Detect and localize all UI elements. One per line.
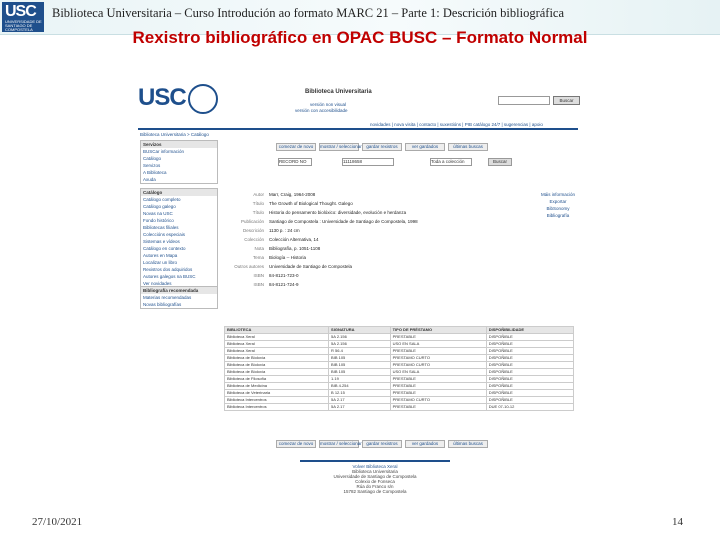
sidebar-item[interactable]: A Biblioteca bbox=[143, 170, 167, 175]
record-label: ISBN bbox=[253, 273, 264, 278]
search-term-input[interactable]: 11118658 bbox=[342, 158, 394, 166]
opac-search-input[interactable] bbox=[498, 96, 550, 105]
record-label: Autor bbox=[253, 192, 264, 197]
table-cell: DISPOÑIBLE bbox=[486, 369, 573, 376]
tab-save[interactable]: gardar rexistros bbox=[362, 143, 402, 151]
collection-select[interactable]: Toda a colección bbox=[430, 158, 472, 166]
table-cell: PRESTAMO CURTO bbox=[390, 397, 486, 404]
table-cell: USO EN SALA bbox=[390, 369, 486, 376]
opac-breadcrumb[interactable]: Biblioteca Universitaria > Catálogo bbox=[140, 132, 209, 137]
record-row bbox=[220, 246, 540, 255]
table-cell: Biblioteca Intercentros bbox=[225, 404, 329, 411]
table-row bbox=[225, 376, 574, 383]
sidebar-item[interactable]: Sistemas e vídeos bbox=[143, 239, 180, 244]
export-link[interactable]: Exportar bbox=[549, 199, 567, 204]
sidebar-item[interactable]: Catálogo bbox=[143, 156, 162, 161]
table-cell: 5A 2.156 bbox=[329, 334, 391, 341]
record-value[interactable]: Universidade de Santiago de Compostela bbox=[269, 264, 353, 269]
opac-library-name: Biblioteca Universitaria bbox=[305, 89, 372, 95]
record-label: Título bbox=[252, 210, 264, 215]
table-cell: DISPOÑIBLE bbox=[486, 397, 573, 404]
record-side-links bbox=[540, 192, 576, 220]
record-label: Colección bbox=[244, 237, 264, 242]
opac-logo: USC bbox=[138, 84, 186, 111]
tab-history[interactable]: últimas buscas bbox=[448, 143, 488, 151]
footer-line: Colexio de Fonseca bbox=[355, 479, 395, 484]
footer-divider bbox=[300, 460, 450, 462]
tab-show[interactable]: mostrar / seleccionar bbox=[320, 144, 362, 149]
record-row bbox=[220, 255, 540, 264]
sidebar-item[interactable]: Rexistros dos adquiridos bbox=[143, 267, 193, 272]
sidebar-item[interactable]: Catálogo galego bbox=[143, 204, 176, 209]
table-cell: DUE 07-10-12 bbox=[486, 404, 573, 411]
sidebar-item[interactable]: Bibliotecas filiales bbox=[143, 225, 179, 230]
record-value: 84-8121-724-9 bbox=[269, 282, 299, 287]
slide-title: Rexistro bibliográfico en OPAC BUSC – Formato Normal bbox=[132, 28, 588, 47]
search-type-select[interactable]: RECORD NO bbox=[278, 158, 312, 166]
opac-search-button[interactable]: Buscar bbox=[553, 96, 580, 105]
table-cell: Biblioteca de Veterinaria bbox=[225, 390, 329, 397]
sidebar-header: Servizos bbox=[141, 141, 217, 148]
tab-restart-bottom[interactable]: comezar de novo bbox=[276, 440, 316, 448]
table-cell: BIB 105 bbox=[329, 355, 391, 362]
record-label: Título bbox=[252, 201, 264, 206]
record-row bbox=[220, 210, 540, 219]
table-cell: Biblioteca Xeral bbox=[225, 341, 329, 348]
record-label: Outros autores bbox=[234, 264, 264, 269]
record-row bbox=[220, 264, 540, 273]
more-info-link[interactable]: Máis información bbox=[540, 192, 575, 197]
table-cell: Biblioteca Xeral bbox=[225, 348, 329, 355]
sidebar-item[interactable]: BUSCar información bbox=[143, 149, 185, 154]
holdings-table bbox=[224, 326, 574, 411]
footer-line: Universidade de Santiago de Compostela bbox=[333, 474, 417, 479]
table-cell: DISPOÑIBLE bbox=[486, 390, 573, 397]
column-header: SIGNATURA bbox=[329, 327, 391, 334]
table-cell: Biblioteca de Bioloxía bbox=[225, 369, 329, 376]
table-cell: DISPOÑIBLE bbox=[486, 341, 573, 348]
usc-logo-text: USC bbox=[5, 3, 36, 20]
record-value[interactable]: Colección Alternativa, 14 bbox=[269, 237, 319, 242]
table-row bbox=[225, 383, 574, 390]
bibsonomy-link[interactable]: BibSonomy bbox=[546, 206, 570, 211]
table-row bbox=[225, 390, 574, 397]
table-row bbox=[225, 404, 574, 411]
record-row bbox=[220, 192, 540, 201]
opac-sub-link-2[interactable]: versión con accesibilidade bbox=[295, 108, 348, 113]
record-label: Nota bbox=[254, 246, 264, 251]
sidebar-item[interactable]: Novas bibliografías bbox=[143, 302, 182, 307]
slide-page-number: 14 bbox=[672, 516, 683, 528]
opac-top-nav[interactable]: novidades | nova visita | contacto | suxestións | PIB catálogo 24/7 | sugerencias | apoio bbox=[370, 122, 543, 127]
opac-sub-link-1[interactable]: versión non visual bbox=[310, 102, 347, 107]
table-cell: USO EN SALA bbox=[390, 341, 486, 348]
table-cell: 5A 2.17 bbox=[329, 397, 391, 404]
table-cell: PRESTAMO CURTO bbox=[390, 362, 486, 369]
record-row bbox=[220, 228, 540, 237]
opac-sidebar-catalog bbox=[140, 188, 218, 288]
record-value: The Growth of Biological Thought. Galego bbox=[269, 201, 353, 206]
table-cell: 1.19 bbox=[329, 376, 391, 383]
bibliography-link[interactable]: Bibliografía bbox=[546, 213, 570, 218]
opac-footer bbox=[300, 460, 450, 494]
table-cell: DISPOÑIBLE bbox=[486, 362, 573, 369]
table-cell: DISPOÑIBLE bbox=[486, 376, 573, 383]
record-value: 84-8121-723-0 bbox=[269, 273, 299, 278]
tab-saved-bottom[interactable]: ver gardados bbox=[405, 440, 445, 448]
table-cell: PRESTAMO CURTO bbox=[390, 355, 486, 362]
record-row bbox=[220, 201, 540, 210]
university-seal-icon bbox=[188, 84, 218, 114]
table-cell: PRESTABLE bbox=[390, 390, 486, 397]
table-cell: DISPOÑIBLE bbox=[486, 383, 573, 390]
sidebar-header: Bibliografía recomendada bbox=[141, 287, 217, 294]
form-search-button[interactable]: Buscar bbox=[488, 158, 512, 166]
sidebar-header: Catálogo bbox=[141, 189, 217, 196]
sidebar-item[interactable]: Ver novidades bbox=[143, 281, 172, 286]
table-cell: 5A 2.156 bbox=[329, 341, 391, 348]
column-header: DISPOÑIBILIDADE bbox=[486, 327, 573, 334]
table-cell: Biblioteca de Medicina bbox=[225, 383, 329, 390]
table-cell: BIB 105 bbox=[329, 362, 391, 369]
table-cell: Biblioteca Intercentros bbox=[225, 397, 329, 404]
record-value[interactable]: Biología -- Historia bbox=[269, 255, 307, 260]
bibliographic-record bbox=[220, 192, 540, 291]
table-cell: Biblioteca de Filosofía bbox=[225, 376, 329, 383]
record-row bbox=[220, 219, 540, 228]
table-cell: Biblioteca Xeral bbox=[225, 334, 329, 341]
table-cell: DISPOÑIBLE bbox=[486, 355, 573, 362]
table-cell: PRESTABLE bbox=[390, 348, 486, 355]
table-cell: BIB 4.254 bbox=[329, 383, 391, 390]
sidebar-item[interactable]: Autores galegos na BUSC bbox=[143, 274, 196, 279]
tab-restart[interactable]: comezar de novo bbox=[276, 143, 316, 151]
table-header-row bbox=[225, 327, 574, 334]
table-cell: PRESTABLE bbox=[390, 404, 486, 411]
column-header: BIBLIOTECA bbox=[225, 327, 329, 334]
sidebar-item[interactable]: Autores en Mapa bbox=[143, 253, 178, 258]
sidebar-item[interactable]: Novas na USC bbox=[143, 211, 173, 216]
usc-logo-subtext: UNIVERSIDADE DE SANTIAGO DE COMPOSTELA bbox=[5, 19, 42, 32]
table-cell: PRESTABLE bbox=[390, 376, 486, 383]
record-value: Historia do pensamento biolóxico: diversidade, evolución e herdanza bbox=[269, 210, 407, 215]
footer-line: Biblioteca Universitaria bbox=[352, 469, 398, 474]
opac-header-bar bbox=[138, 128, 578, 130]
table-cell: PRESTABLE bbox=[390, 334, 486, 341]
table-cell: DISPOÑIBLE bbox=[486, 334, 573, 341]
footer-link[interactable]: Volver Biblioteca Xeral bbox=[352, 464, 398, 469]
record-label: Publicación bbox=[240, 219, 264, 224]
table-row bbox=[225, 341, 574, 348]
table-cell: Biblioteca de Bioloxía bbox=[225, 355, 329, 362]
sidebar-item[interactable]: Servizos bbox=[143, 163, 161, 168]
sidebar-item[interactable]: Catálogo en contexto bbox=[143, 246, 186, 251]
tab-saved[interactable]: ver gardados bbox=[405, 143, 445, 151]
course-title: Biblioteca Universitaria – Curso Introdución ao formato MARC 21 – Parte 1: Descrición bibliográfica bbox=[52, 6, 565, 20]
tab-show-bottom[interactable]: mostrar / seleccionar bbox=[320, 441, 362, 446]
table-cell: R 56.4 bbox=[329, 348, 391, 355]
record-row bbox=[220, 273, 540, 282]
record-row bbox=[220, 237, 540, 246]
sidebar-item[interactable]: Catálogo completo bbox=[143, 197, 181, 202]
footer-line: 15782 Santiago de Compostela bbox=[343, 489, 407, 494]
table-row bbox=[225, 348, 574, 355]
column-header: TIPO DE PRÉSTAMO bbox=[390, 327, 486, 334]
sidebar-item[interactable]: Fondo histórico bbox=[143, 218, 174, 223]
record-value: Santiago de Compostela : Universidade de Santiago de Compostela, 1998 bbox=[269, 219, 418, 224]
tab-save-bottom[interactable]: gardar rexistros bbox=[362, 440, 402, 448]
record-value[interactable]: Marr, Craig, 1964-2008 bbox=[269, 192, 316, 197]
opac-sidebar-services bbox=[140, 140, 218, 184]
slide-date: 27/10/2021 bbox=[32, 516, 83, 528]
table-row bbox=[225, 362, 574, 369]
footer-line: Rúa do Franco s/n bbox=[356, 484, 394, 489]
record-label: ISBN bbox=[253, 282, 264, 287]
table-row bbox=[225, 334, 574, 341]
table-cell: PRESTABLE bbox=[390, 383, 486, 390]
record-label: Tema bbox=[252, 255, 264, 260]
table-row bbox=[225, 369, 574, 376]
record-label: Descrición bbox=[242, 228, 264, 233]
sidebar-item[interactable]: Coleccións especiais bbox=[143, 232, 186, 237]
sidebar-item[interactable]: Materias recomendadas bbox=[143, 295, 192, 300]
record-row bbox=[220, 282, 540, 291]
table-cell: BIB 105 bbox=[329, 369, 391, 376]
table-cell: DISPOÑIBLE bbox=[486, 348, 573, 355]
opac-sidebar-bibliography bbox=[140, 286, 218, 309]
opac-tabs bbox=[276, 143, 581, 150]
table-cell: B 12.15 bbox=[329, 390, 391, 397]
table-row bbox=[225, 397, 574, 404]
opac-bottom-tabs bbox=[276, 440, 491, 448]
record-value: 1130 p. : 24 cm bbox=[269, 228, 300, 233]
tab-history-bottom[interactable]: últimas buscas bbox=[448, 440, 488, 448]
table-cell: Biblioteca de Bioloxía bbox=[225, 362, 329, 369]
record-value: Bibliografía, p. 1051-1108 bbox=[269, 246, 321, 251]
opac-screenshot bbox=[100, 80, 600, 495]
table-cell: 5A 2.17 bbox=[329, 404, 391, 411]
sidebar-item[interactable]: Axuda bbox=[143, 177, 156, 182]
table-row bbox=[225, 355, 574, 362]
sidebar-item[interactable]: Localizar un libro bbox=[143, 260, 178, 265]
